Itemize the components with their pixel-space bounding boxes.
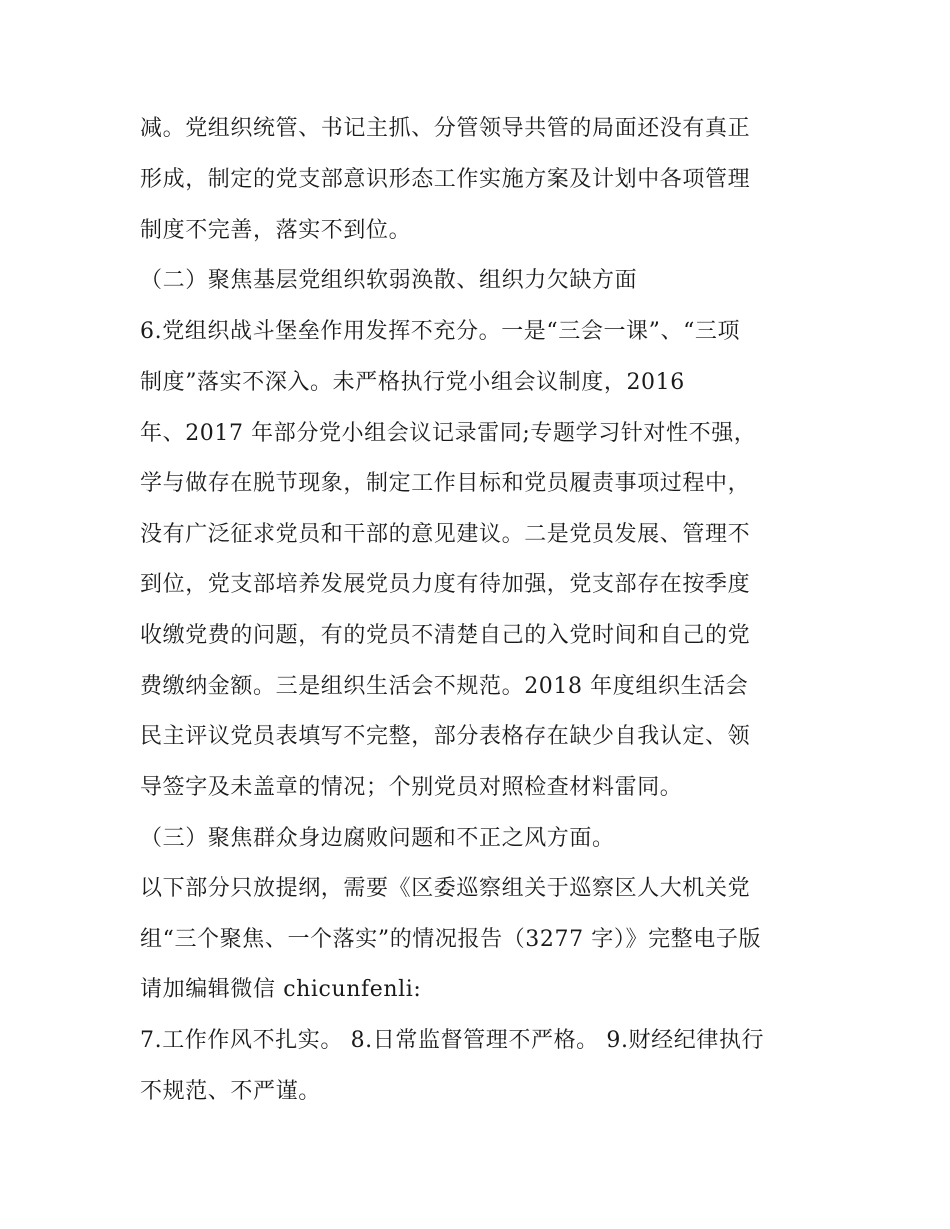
text-line: 年、2017 年部分党小组会议记录雷同;专题学习针对性不强， [140, 421, 757, 446]
text-line: 制度不完善，落实不到位。 [140, 218, 412, 243]
text-line: 不规范、不严谨。 [140, 1079, 321, 1104]
text-line: 导签字及未盖章的情况；个别党员对照检查材料雷同。 [140, 775, 683, 800]
text-line: 民主评议党员表填写不完整，部分表格存在缺少自我认定、领 [140, 724, 751, 749]
text-line: 以下部分只放提纲，需要《区委巡察组关于巡察区人大机关党 [140, 876, 751, 901]
text-line: 7.工作作风不扎实。 8.日常监督管理不严格。 9.财经纪律执行 [140, 1028, 765, 1053]
section-heading: （三）聚焦群众身边腐败问题和不正之风方面。 [140, 826, 615, 851]
text-line: 费缴纳金额。三是组织生活会不规范。2018 年度组织生活会 [140, 674, 749, 699]
text-line: 形成，制定的党支部意识形态工作实施方案及计划中各项管理 [140, 167, 751, 192]
text-line: 制度”落实不深入。未严格执行党小组会议制度，2016 [140, 370, 685, 395]
text-line: 6.党组织战斗堡垒作用发挥不充分。一是“三会一课”、“三项 [140, 319, 741, 344]
section-heading: （二）聚焦基层党组织软弱涣散、组织力欠缺方面 [140, 268, 638, 293]
text-line: 没有广泛征求党员和干部的意见建议。二是党员发展、管理不 [140, 522, 751, 547]
text-line: 学与做存在脱节现象，制定工作目标和党员履责事项过程中， [140, 471, 751, 496]
text-line: 请加编辑微信 chicunfenli: [140, 977, 422, 1002]
text-line: 减。党组织统管、书记主抓、分管领导共管的局面还没有真正 [140, 116, 751, 141]
text-line: 组“三个聚焦、一个落实”的情况报告（3277 字）》完整电子版 [140, 927, 762, 952]
text-line: 到位，党支部培养发展党员力度有待加强，党支部存在按季度 [140, 572, 751, 597]
text-line: 收缴党费的问题，有的党员不清楚自己的入党时间和自己的党 [140, 623, 751, 648]
